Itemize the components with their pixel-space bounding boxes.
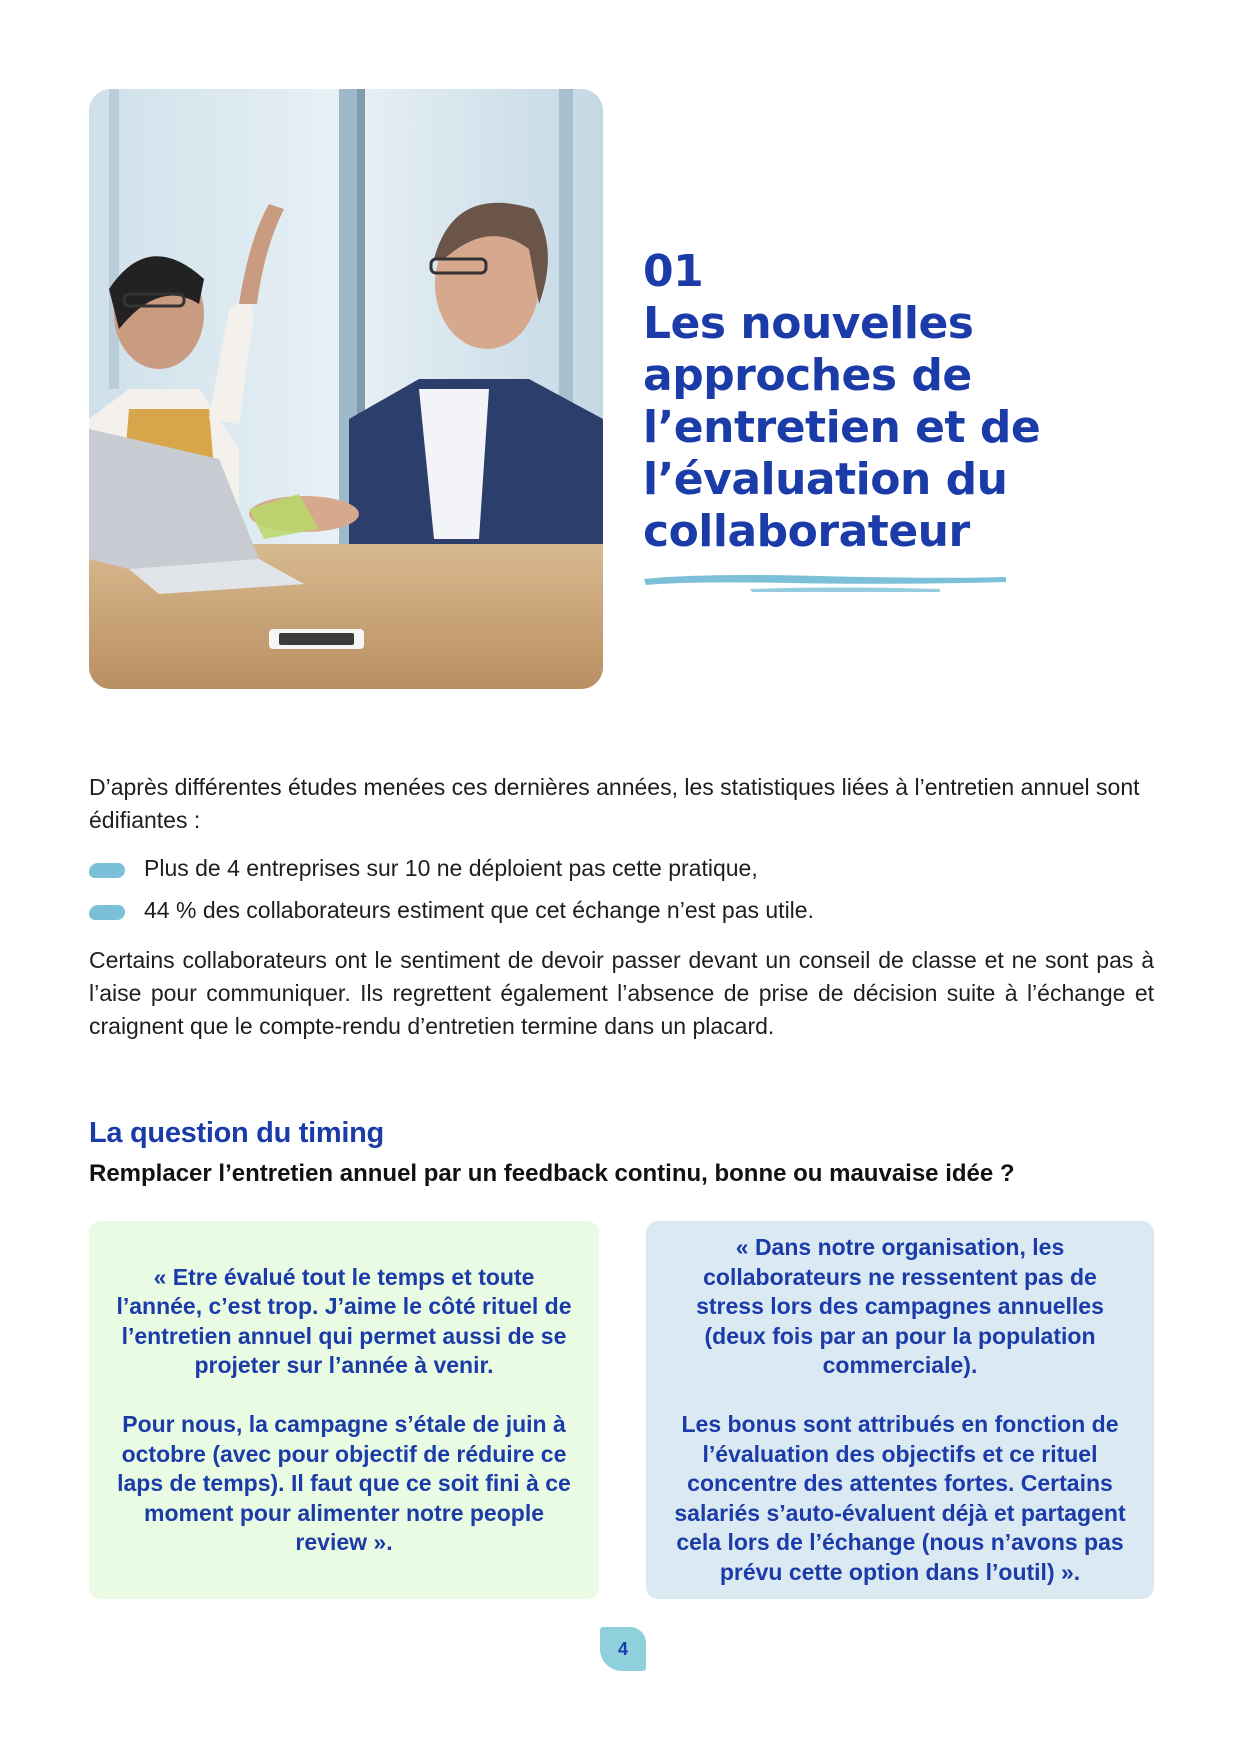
heading-line: l’évaluation du <box>643 454 1008 505</box>
meeting-photo <box>89 89 603 689</box>
list-item <box>89 852 1154 885</box>
heading-line: Les nouvelles <box>643 298 974 349</box>
bullet-icon <box>89 863 125 878</box>
page-number: 4 <box>600 1627 646 1671</box>
quote-paragraph: Les bonus sont attribués en fonction de l’évaluation des objectifs et ce rituel concentre des attentes fortes. Certains salariés s’auto-évaluent déjà et partagent cela lors de l’échange (nous n’avons pas prévu cette option dans l’outil) ». <box>674 1411 1126 1585</box>
heading-line: l’entretien et de <box>643 402 1041 453</box>
section-title: La question du timing <box>89 1117 384 1149</box>
section-question: Remplacer l’entretien annuel par un feedback continu, bonne ou mauvaise idée ? <box>89 1160 1015 1187</box>
heading-line: collaborateur <box>643 506 970 557</box>
quote-paragraph: Pour nous, la campagne s’étale de juin à octobre (avec pour objectif de réduire ce laps de temps). Il faut que ce soit fini à ce moment pour alimenter notre people review ». <box>117 1411 571 1555</box>
photo-icon <box>89 89 603 689</box>
quote-paragraph: « Etre évalué tout le temps et toute l’année, c’est trop. J’aime le côté rituel de l’entretien annuel qui permet aussi de se projeter sur l’année à venir. <box>116 1263 572 1378</box>
quote-card-left <box>89 1221 599 1599</box>
quote-card-right <box>646 1221 1154 1599</box>
quote-paragraph: « Dans notre organisation, les collaborateurs ne ressentent pas de stress lors des campagnes annuelles (deux fois par an pour la population commerciale). <box>696 1234 1104 1378</box>
list-item-text: 44 % des collaborateurs estiment que cet échange n’est pas utile. <box>144 897 814 923</box>
statistics-list <box>89 852 1154 936</box>
list-item <box>89 894 1154 927</box>
bullet-icon <box>89 905 125 920</box>
intro-paragraph: D’après différentes études menées ces dernières années, les statistiques liées à l’entretien annuel sont édifiantes : <box>89 774 1140 833</box>
heading-line: approches de <box>643 350 972 401</box>
body-paragraph: Certains collaborateurs ont le sentiment de devoir passer devant un conseil de classe et ne sont pas à l’aise pour communiquer. Ils regrettent également l’absence de prise de décision suite à l’échange et craignent que le compte-rendu d’entretien termine dans un placard. <box>89 947 1154 1039</box>
list-item-text: Plus de 4 entreprises sur 10 ne déploient pas cette pratique, <box>144 855 758 881</box>
section-heading <box>643 246 1163 558</box>
heading-number: 01 <box>643 246 704 297</box>
brush-underline <box>640 568 1010 594</box>
